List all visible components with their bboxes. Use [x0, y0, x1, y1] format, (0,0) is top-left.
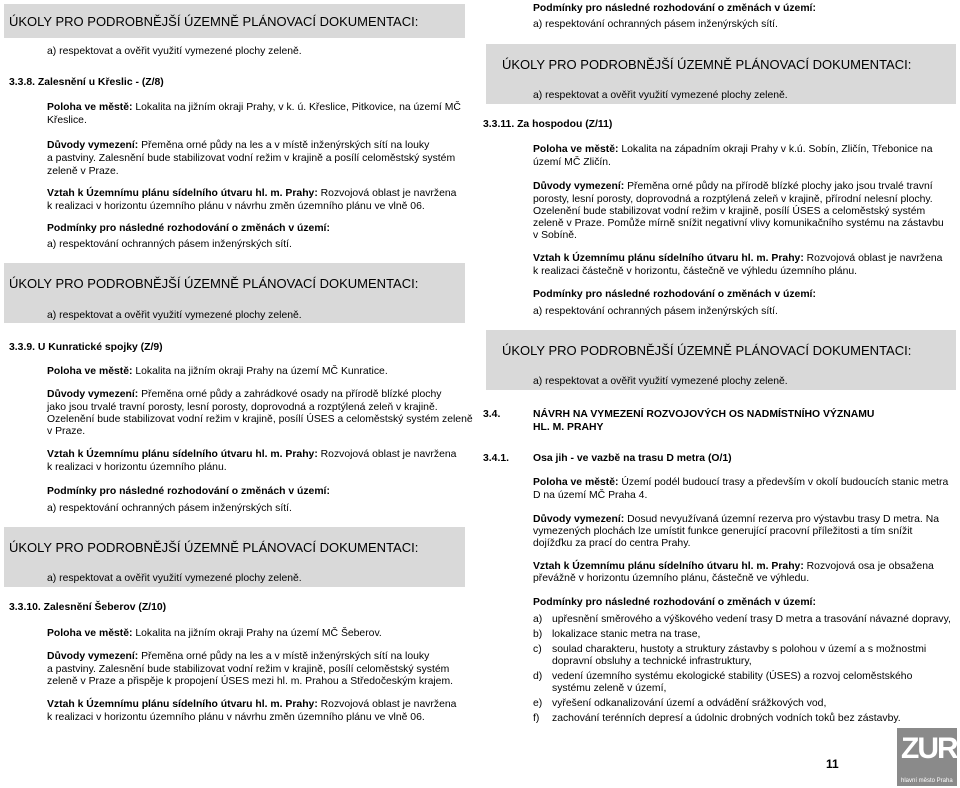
plan-relation-line: Vztah k Územnímu plánu sídelního útvaru hl. m. Prahy: Rozvojová oblast je navržena — [47, 188, 457, 199]
conditions-heading: Podmínky pro následné rozhodování o změnách v území: — [533, 3, 816, 14]
reasons-line: Důvody vymezení: Dosud nevyužívaná územní rezerva pro výstavbu trasy D metra. Na — [533, 514, 939, 525]
conditions-letter: b) — [533, 629, 543, 640]
reasons-line-2: a pastviny. Zalesnění bude stabilizovat vodní režim v krajině, posílí celoměstský systém — [47, 664, 450, 675]
task-band-5-title: ÚKOLY PRO PODROBNĚJŠÍ ÚZEMNĚ PLÁNOVACÍ DOKUMENTACI: — [502, 343, 912, 358]
reasons-line-3: zeleně v Praze. — [47, 166, 119, 177]
reasons-line-4: v Praze. — [47, 426, 86, 437]
location-line: Poloha ve městě: Lokalita na jižním okraji Prahy, v k. ú. Křeslice, Pitkovice, na území MČ — [47, 102, 461, 113]
conditions-letter: d) — [533, 671, 543, 682]
reasons-line-4: zeleně v Praze. Pomůže mírně snížit negativní vlivy komunikačního systému na zástavbu — [533, 218, 944, 229]
conditions-heading: Podmínky pro následné rozhodování o změnách v území: — [47, 486, 330, 497]
conditions-heading: Podmínky pro následné rozhodování o změnách v území: — [533, 597, 816, 608]
task-band-3-title: ÚKOLY PRO PODROBNĚJŠÍ ÚZEMNĚ PLÁNOVACÍ DOKUMENTACI: — [9, 540, 419, 555]
reasons-line: Důvody vymezení: Přeměna orné půdy na les a v místě inženýrských sítí na louky — [47, 140, 430, 151]
reasons-line-2: vymezených plochách lze umístit funkce generující pracovní příležitosti a tím snížit — [533, 526, 913, 537]
conditions-letter: a) — [533, 614, 543, 625]
plan-relation-line-2: k realizaci v horizontu územního plánu v návrhu změn územního plánu ve vlně 06. — [47, 201, 425, 212]
task-item: a) respektovat a ověřit využití vymezené plochy zeleně. — [47, 46, 302, 57]
conditions-item: a) respektování ochranných pásem inženýrských sítí. — [533, 19, 778, 30]
conditions-letter: c) — [533, 644, 542, 655]
location-line: Poloha ve městě: Lokalita na jižním okraji Prahy na území MČ Kunratice. — [47, 366, 388, 377]
reasons-line-2: jako jsou trvalé travní porosty, lesní porosty, doprovodná a rozptýlená zeleň v krajině. — [47, 402, 438, 413]
reasons-line: Důvody vymezení: Přeměna orné půdy na les a v místě inženýrských sítí na louky — [47, 651, 430, 662]
conditions-item: upřesnění směrového a výškového vedení trasy D metra a trasování návazné dopravy, — [552, 614, 951, 625]
location-line: Poloha ve městě: Lokalita na západním okraji Prahy v k.ú. Sobín, Zličín, Třebonice na — [533, 144, 933, 155]
reasons-line-3: zeleně v Praze a přispěje k propojení ÚSES mezi hl. m. Prahou a Středočeským krajem. — [47, 676, 453, 687]
reasons-line-3: Ozelenění bude stabilizovat vodní režim v krajině, posílí ÚSES a celoměstský systém — [533, 206, 926, 217]
location-line-2: Křeslice. — [47, 115, 87, 126]
conditions-item: systému zeleně v území, — [552, 683, 667, 694]
location-line: Poloha ve městě: Území podél budoucí trasy a především v okolí budoucích stanic metra — [533, 477, 949, 488]
task-band-1-title: ÚKOLY PRO PODROBNĚJŠÍ ÚZEMNĚ PLÁNOVACÍ DOKUMENTACI: — [9, 14, 419, 29]
task-band-2-title: ÚKOLY PRO PODROBNĚJŠÍ ÚZEMNĚ PLÁNOVACÍ DOKUMENTACI: — [9, 276, 419, 291]
conditions-item: a) respektování ochranných pásem inženýrských sítí. — [47, 503, 292, 514]
location-line: Poloha ve městě: Lokalita na jižním okraji Prahy na území MČ Šeberov. — [47, 628, 382, 639]
reasons-line-5: v Sobíně. — [533, 230, 577, 241]
section-heading-3-3-8: 3.3.8. Zalesnění u Křeslic - (Z/8) — [9, 77, 164, 88]
conditions-item: vedení územního systému ekologické stability (ÚSES) a rozvoj celoměstského — [552, 671, 913, 682]
task-band-4-title: ÚKOLY PRO PODROBNĚJŠÍ ÚZEMNĚ PLÁNOVACÍ DOKUMENTACI: — [502, 57, 912, 72]
reasons-line: Důvody vymezení: Přeměna orné půdy na přírodě blízké plochy jako jsou trvalé travní — [533, 181, 933, 192]
conditions-letter: f) — [533, 713, 540, 724]
plan-relation-line: Vztah k Územnímu plánu sídelního útvaru hl. m. Prahy: Rozvojová oblast je navržena — [533, 253, 943, 264]
location-line-2: území MČ Zličín. — [533, 157, 611, 168]
task-item: a) respektovat a ověřit využití vymezené plochy zeleně. — [47, 573, 302, 584]
section-heading-3-3-9: 3.3.9. U Kunratické spojky (Z/9) — [9, 342, 163, 353]
section-heading-3-3-11: 3.3.11. Za hospodou (Z/11) — [483, 119, 613, 130]
plan-relation-line: Vztah k Územnímu plánu sídelního útvaru hl. m. Prahy: Rozvojová oblast je navržena — [47, 449, 457, 460]
section-number-3-4-1: 3.4.1. — [483, 453, 509, 464]
task-item: a) respektovat a ověřit využití vymezené plochy zeleně. — [47, 310, 302, 321]
conditions-heading: Podmínky pro následné rozhodování o změnách v území: — [533, 289, 816, 300]
plan-relation-line-2: k realizaci v horizontu územního plánu v návrhu změn územního plánu ve vlně 06. — [47, 712, 425, 723]
plan-relation-line-2: k realizaci částečně v horizontu, částečně ve výhledu územního plánu. — [533, 266, 858, 277]
zur-logo — [897, 728, 957, 786]
conditions-item: zachování terénních depresí a údolnic drobných vodních toků bez zástavby. — [552, 713, 901, 724]
plan-relation-line: Vztah k Územnímu plánu sídelního útvaru hl. m. Prahy: Rozvojová osa je obsažena — [533, 561, 934, 572]
section-heading-3-4: NÁVRH NA VYMEZENÍ ROZVOJOVÝCH OS NADMÍSTNÍHO VÝZNAMU — [533, 409, 875, 420]
section-heading-3-3-10: 3.3.10. Zalesnění Šeberov (Z/10) — [9, 602, 167, 613]
section-heading-3-4-line-2: HL. M. PRAHY — [533, 422, 604, 433]
section-heading-3-4-1: Osa jih - ve vazbě na trasu D metra (O/1) — [533, 453, 732, 464]
section-number-3-4: 3.4. — [483, 409, 501, 420]
reasons-line-3: dojížďku za prací do centra Prahy. — [533, 538, 691, 549]
conditions-heading: Podmínky pro následné rozhodování o změnách v území: — [47, 223, 330, 234]
plan-relation-line-2: převážně v horizontu územního plánu, částečně ve výhledu. — [533, 573, 810, 584]
location-line-2: D na území MČ Praha 4. — [533, 490, 648, 501]
conditions-item: lokalizace stanic metra na trase, — [552, 629, 701, 640]
reasons-line-2: a pastviny. Zalesnění bude stabilizovat vodní režim v krajině a posílí celoměstský systém — [47, 153, 456, 164]
page-number: 11 — [826, 757, 839, 771]
conditions-item: a) respektování ochranných pásem inženýrských sítí. — [47, 239, 292, 250]
plan-relation-line-2: k realizaci v horizontu územního plánu. — [47, 462, 227, 473]
reasons-line-3: Ozelenění bude stabilizovat vodní režim v krajině, posílí ÚSES a celoměstský systém zeleně — [47, 414, 473, 425]
conditions-item: a) respektování ochranných pásem inženýrských sítí. — [533, 306, 778, 317]
reasons-line: Důvody vymezení: Přeměna orné půdy a zahrádkové osady na přírodě blízké plochy — [47, 389, 442, 400]
logo-text: ZUR — [901, 732, 957, 765]
task-item: a) respektovat a ověřit využití vymezené plochy zeleně. — [533, 376, 788, 387]
conditions-item: dopravní obsluhy a technické infrastruktury, — [552, 656, 752, 667]
reasons-line-2: porosty, lesní porosty, doprovodná a rozptýlená zeleň v krajině, přírodní nelesní plochy. — [533, 194, 933, 205]
logo-subtitle: hlavní město Praha — [901, 778, 953, 784]
task-item: a) respektovat a ověřit využití vymezené plochy zeleně. — [533, 90, 788, 101]
conditions-item: vyřešení odkanalizování území a odvádění srážkových vod, — [552, 698, 827, 709]
conditions-letter: e) — [533, 698, 543, 709]
plan-relation-line: Vztah k Územnímu plánu sídelního útvaru hl. m. Prahy: Rozvojová oblast je navržena — [47, 699, 457, 710]
conditions-item: soulad charakteru, hustoty a struktury zástavby s polohou v území a s možnostmi — [552, 644, 927, 655]
